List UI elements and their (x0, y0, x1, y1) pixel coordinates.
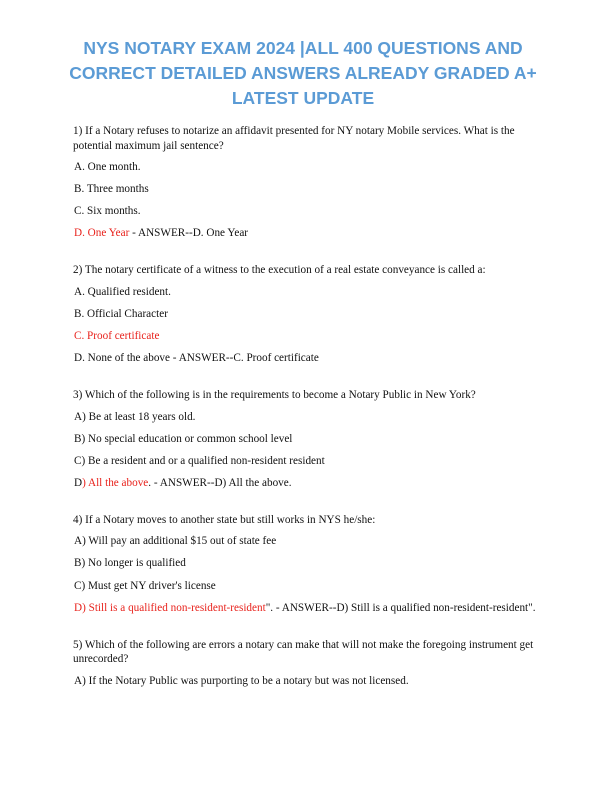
option (74, 674, 543, 689)
answer-highlight: D. One Year (74, 227, 130, 240)
question-block (73, 513, 543, 615)
option-text: A) If the Notary Public was purporting to be a notary but was not licensed. (74, 674, 409, 687)
option-text: - ANSWER--D. One Year (129, 227, 249, 240)
option (74, 182, 543, 197)
option-text: A. One month. (74, 161, 141, 173)
question-block (73, 124, 543, 241)
option (74, 351, 543, 366)
option-prefix: D (74, 476, 83, 489)
answer-highlight: ) All the above (82, 476, 149, 489)
question-text: 1) If a Notary refuses to notarize an affidavit presented for NY notary Mobile services. What is the potential maximum jail sentence? (73, 125, 515, 152)
option-text: B. Official Character (74, 307, 168, 320)
option-text: D. None of the above - ANSWER--C. Proof certificate (74, 352, 319, 365)
option (74, 534, 543, 549)
option (74, 432, 543, 447)
option (74, 160, 543, 175)
option (74, 579, 543, 594)
option-text: A. Qualified resident. (74, 285, 171, 298)
option-text: B) No special education or common school level (74, 432, 293, 445)
question-text: 2) The notary certificate of a witness to the execution of a real estate conveyance is called a: (73, 264, 486, 277)
option (74, 601, 543, 616)
option-text: C) Be a resident and or a qualified non-resident resident (74, 454, 325, 467)
option (74, 410, 543, 425)
option (74, 307, 543, 322)
question-text: 3) Which of the following is in the requirements to become a Notary Public in New York? (73, 389, 476, 402)
option (74, 329, 543, 344)
option-text: C. Six months. (74, 205, 141, 218)
question-text: 4) If a Notary moves to another state but still works in NYS he/she: (73, 513, 376, 526)
question-block (73, 263, 543, 365)
option (74, 285, 543, 300)
option (74, 556, 543, 571)
option-text: . - ANSWER--D) All the above. (148, 476, 292, 489)
option-text: A) Will pay an additional $15 out of state fee (74, 535, 277, 548)
document-title: NYS NOTARY EXAM 2024 |ALL 400 QUESTIONS AND CORRECT DETAILED ANSWERS ALREADY GRADED A+ LATEST UPDATE (69, 38, 537, 108)
option-text: C) Must get NY driver's license (74, 579, 216, 592)
answer-highlight: C. Proof certificate (74, 329, 160, 342)
option (74, 204, 543, 219)
option-text: A) Be at least 18 years old. (74, 410, 196, 423)
option-text: B) No longer is qualified (74, 557, 186, 570)
question-block (73, 388, 543, 490)
option-text: ". - ANSWER--D) Still is a qualified non-resident-resident". (265, 601, 536, 614)
option (74, 226, 543, 241)
question-list (73, 124, 543, 711)
option-text: B. Three months (74, 183, 149, 196)
option (74, 454, 543, 469)
answer-highlight: D) Still is a qualified non-resident-resident (74, 601, 266, 614)
option (74, 476, 543, 491)
question-block (73, 638, 543, 689)
question-text: 5) Which of the following are errors a notary can make that will not make the foregoing instrument get unrecorded? (73, 638, 534, 666)
